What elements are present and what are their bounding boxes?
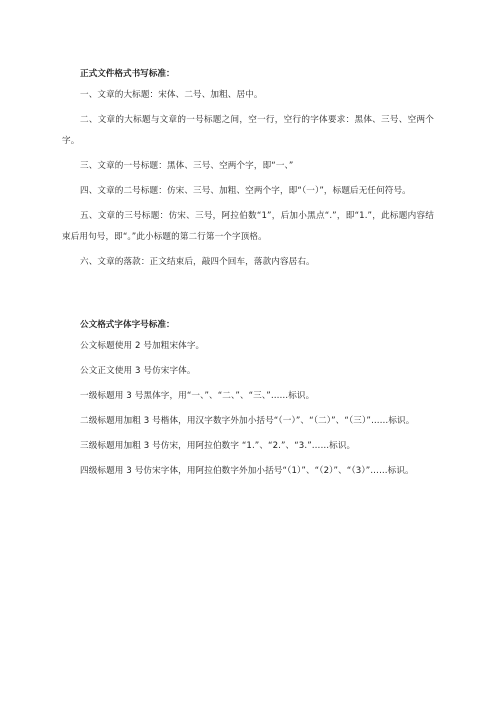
paragraph: 一、文章的大标题：宋体、二号、加粗、居中。: [80, 90, 263, 100]
paragraph: 三级标题用加粗 3 号仿宋，用阿拉伯数字 “1.”、“2.”、“3.”……标识。: [80, 441, 356, 451]
section-heading-font-standards: 公文格式字体字号标准：: [80, 320, 175, 330]
paragraph: 三、文章的一号标题：黑体、三号、空两个字，即“一、”: [80, 161, 294, 171]
section-heading-formal-document: 正式文件格式书写标准：: [80, 69, 175, 79]
paragraph: 二级标题用加粗 3 号楷体，用汉字数字外加小括号“（一）”、“（二）”、“（三）”……标识。: [80, 416, 415, 426]
section-spacer: [62, 277, 434, 315]
paragraph: 四、文章的二号标题：仿宋、三号、加粗、空两个字，即“（一）”，标题后无任何符号。: [80, 186, 411, 196]
paragraph: 公文标题使用 2 号加粗宋体字。: [80, 341, 205, 351]
paragraph: 公文正文使用 3 号仿宋字体。: [80, 366, 196, 376]
document-content: [62, 64, 434, 486]
paragraph: 四级标题用 3 号仿宋字体，用阿拉伯数字外加小括号“（1）”、“（2）”、“（3）”……标识。: [80, 466, 414, 476]
paragraph: 二、文章的大标题与文章的一号标题之间，空一行，空行的字体要求：黑体、三号、空两个字。: [62, 115, 434, 146]
paragraph: 六、文章的落款：正文结束后，敲四个回车，落款内容居右。: [80, 257, 315, 267]
paragraph: 一级标题用 3 号黑体字，用“一、”、“二、”、“三、”……标识。: [80, 391, 315, 401]
paragraph: 五、文章的三号标题：仿宋、三号，阿拉伯数“1”，后加小黑点“.”，即“1.”，此标题内容结束后用句号，即“。”此小标题的第二行第一个字顶格。: [62, 211, 434, 242]
